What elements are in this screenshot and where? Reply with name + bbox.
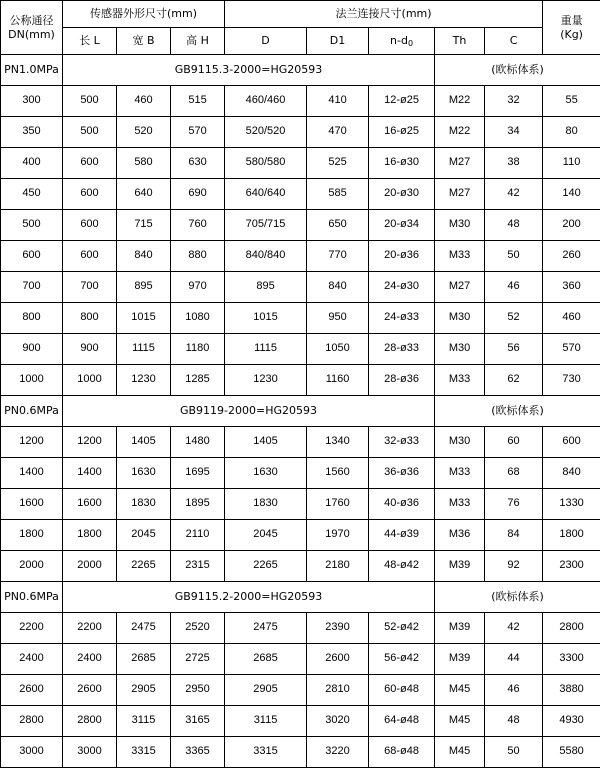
header-flange-holes-sub: 0 xyxy=(408,39,413,48)
table-cell: 2600 xyxy=(63,675,117,706)
table-cell: 140 xyxy=(543,179,600,210)
table-cell: 1200 xyxy=(63,427,117,458)
table-cell: 44 xyxy=(485,644,543,675)
table-cell: 3300 xyxy=(543,644,600,675)
table-cell: 56-ø42 xyxy=(369,644,435,675)
table-cell: 500 xyxy=(1,210,63,241)
table-cell: 460 xyxy=(117,86,171,117)
table-cell: 3115 xyxy=(117,706,171,737)
table-cell: 42 xyxy=(485,613,543,644)
table-cell: 48 xyxy=(485,706,543,737)
table-cell: M30 xyxy=(435,334,485,365)
table-cell: 470 xyxy=(307,117,369,148)
table-cell: 1800 xyxy=(543,520,600,551)
table-cell: 360 xyxy=(543,272,600,303)
table-cell: 3315 xyxy=(225,737,307,768)
table-cell: M30 xyxy=(435,303,485,334)
table-cell: 950 xyxy=(307,303,369,334)
table-cell: M39 xyxy=(435,551,485,582)
table-cell: 1400 xyxy=(1,458,63,489)
table-cell: 24-ø30 xyxy=(369,272,435,303)
table-cell: 1015 xyxy=(225,303,307,334)
table-cell: 46 xyxy=(485,675,543,706)
table-cell: 3220 xyxy=(307,737,369,768)
table-row xyxy=(1,427,600,458)
table-cell: 600 xyxy=(63,148,117,179)
table-cell: M30 xyxy=(435,210,485,241)
table-cell: 2905 xyxy=(117,675,171,706)
table-cell: 600 xyxy=(543,427,600,458)
table-cell: 1080 xyxy=(171,303,225,334)
table-cell: 840/840 xyxy=(225,241,307,272)
table-row xyxy=(1,148,600,179)
table-cell: 300 xyxy=(1,86,63,117)
table-cell: 2200 xyxy=(63,613,117,644)
table-cell: 2725 xyxy=(171,644,225,675)
table-cell: 52-ø42 xyxy=(369,613,435,644)
table-cell: M33 xyxy=(435,458,485,489)
table-cell: 48 xyxy=(485,210,543,241)
table-cell: 1405 xyxy=(117,427,171,458)
table-cell: 2045 xyxy=(225,520,307,551)
table-cell: 2390 xyxy=(307,613,369,644)
table-cell: 1180 xyxy=(171,334,225,365)
table-row xyxy=(1,86,600,117)
header-weight xyxy=(543,1,600,55)
table-cell: 705/715 xyxy=(225,210,307,241)
table-cell: 3000 xyxy=(63,737,117,768)
table-cell: 450 xyxy=(1,179,63,210)
table-cell: 840 xyxy=(543,458,600,489)
table-cell: 2800 xyxy=(543,613,600,644)
table-cell: 2000 xyxy=(63,551,117,582)
table-cell: 3000 xyxy=(1,737,63,768)
table-cell: 24-ø33 xyxy=(369,303,435,334)
table-cell: 2905 xyxy=(225,675,307,706)
table-cell: 460/460 xyxy=(225,86,307,117)
table-cell: 2685 xyxy=(117,644,171,675)
table-row xyxy=(1,613,600,644)
table-cell: 5580 xyxy=(543,737,600,768)
table-cell: 55 xyxy=(543,86,600,117)
table-row xyxy=(1,365,600,396)
table-cell: 1630 xyxy=(225,458,307,489)
table-cell: 4930 xyxy=(543,706,600,737)
header-flange-th: Th xyxy=(435,28,485,55)
table-cell: 1230 xyxy=(117,365,171,396)
table-cell: 770 xyxy=(307,241,369,272)
table-cell: 36-ø36 xyxy=(369,458,435,489)
table-cell: 970 xyxy=(171,272,225,303)
table-cell: 650 xyxy=(307,210,369,241)
table-cell: 570 xyxy=(543,334,600,365)
table-cell: 64-ø48 xyxy=(369,706,435,737)
header-flange-d: D xyxy=(225,28,307,55)
table-cell: 520 xyxy=(117,117,171,148)
table-cell: M22 xyxy=(435,86,485,117)
table-cell: 32-ø33 xyxy=(369,427,435,458)
table-cell: 600 xyxy=(1,241,63,272)
table-cell: 350 xyxy=(1,117,63,148)
table-cell: 38 xyxy=(485,148,543,179)
table-cell: 50 xyxy=(485,241,543,272)
table-cell: 525 xyxy=(307,148,369,179)
table-cell: 2475 xyxy=(117,613,171,644)
table-cell: 2800 xyxy=(1,706,63,737)
section-pressure-rating: PN0.6MPa xyxy=(1,396,63,427)
table-cell: 260 xyxy=(543,241,600,272)
table-cell: 12-ø25 xyxy=(369,86,435,117)
table-cell: 1405 xyxy=(225,427,307,458)
header-length: 长 L xyxy=(63,28,117,55)
table-cell: 2045 xyxy=(117,520,171,551)
table-cell: 1050 xyxy=(307,334,369,365)
table-cell: 2600 xyxy=(1,675,63,706)
table-cell: 3315 xyxy=(117,737,171,768)
table-cell: 410 xyxy=(307,86,369,117)
table-cell: 630 xyxy=(171,148,225,179)
table-cell: 1830 xyxy=(117,489,171,520)
table-cell: 68 xyxy=(485,458,543,489)
table-cell: 1340 xyxy=(307,427,369,458)
table-row xyxy=(1,551,600,582)
table-cell: 1000 xyxy=(63,365,117,396)
table-row xyxy=(1,520,600,551)
table-cell: 80 xyxy=(543,117,600,148)
table-cell: M36 xyxy=(435,520,485,551)
section-header-row xyxy=(1,396,600,427)
table-row xyxy=(1,458,600,489)
table-cell: 46 xyxy=(485,272,543,303)
table-cell: 110 xyxy=(543,148,600,179)
table-cell: M22 xyxy=(435,117,485,148)
table-cell: 1015 xyxy=(117,303,171,334)
table-cell: M33 xyxy=(435,489,485,520)
table-cell: 2000 xyxy=(1,551,63,582)
table-cell: 1285 xyxy=(171,365,225,396)
table-cell: 1600 xyxy=(1,489,63,520)
table-cell: 56 xyxy=(485,334,543,365)
section-standard: GB9115.3-2000=HG20593 xyxy=(63,55,435,86)
table-cell: 2200 xyxy=(1,613,63,644)
table-row xyxy=(1,272,600,303)
header-body-size-group: 传感器外形尺寸(mm) xyxy=(63,1,225,28)
section-note: (欧标体系) xyxy=(435,396,600,427)
header-flange-holes xyxy=(369,28,435,55)
table-cell: 2810 xyxy=(307,675,369,706)
table-cell: 570 xyxy=(171,117,225,148)
table-cell: 1200 xyxy=(1,427,63,458)
table-cell: 84 xyxy=(485,520,543,551)
table-cell: 1230 xyxy=(225,365,307,396)
section-pressure-rating: PN0.6MPa xyxy=(1,582,63,613)
table-cell: 3115 xyxy=(225,706,307,737)
header-weight-unit: (Kg) xyxy=(543,28,600,41)
table-row xyxy=(1,117,600,148)
table-cell: 460 xyxy=(543,303,600,334)
table-cell: 700 xyxy=(1,272,63,303)
table-cell: M45 xyxy=(435,737,485,768)
table-cell: M39 xyxy=(435,644,485,675)
table-cell: 3880 xyxy=(543,675,600,706)
table-cell: M27 xyxy=(435,179,485,210)
table-cell: 34 xyxy=(485,117,543,148)
table-cell: 895 xyxy=(225,272,307,303)
table-row xyxy=(1,241,600,272)
table-cell: M33 xyxy=(435,241,485,272)
table-cell: 52 xyxy=(485,303,543,334)
header-height: 高 H xyxy=(171,28,225,55)
table-cell: 32 xyxy=(485,86,543,117)
table-cell: 1000 xyxy=(1,365,63,396)
table-cell: 3020 xyxy=(307,706,369,737)
section-note: (欧标体系) xyxy=(435,55,600,86)
table-cell: 76 xyxy=(485,489,543,520)
table-cell: 1970 xyxy=(307,520,369,551)
table-cell: 840 xyxy=(307,272,369,303)
table-cell: 1695 xyxy=(171,458,225,489)
header-weight-label: 重量 xyxy=(543,14,600,27)
table-cell: M27 xyxy=(435,272,485,303)
table-row xyxy=(1,644,600,675)
table-cell: 2265 xyxy=(117,551,171,582)
section-standard: GB9115.2-2000=HG20593 xyxy=(63,582,435,613)
table-row xyxy=(1,737,600,768)
table-cell: 20-ø30 xyxy=(369,179,435,210)
table-cell: 600 xyxy=(63,210,117,241)
table-cell: 48-ø42 xyxy=(369,551,435,582)
table-cell: 690 xyxy=(171,179,225,210)
table-cell: 2685 xyxy=(225,644,307,675)
table-cell: 40-ø36 xyxy=(369,489,435,520)
table-cell: 640 xyxy=(117,179,171,210)
table-cell: 28-ø33 xyxy=(369,334,435,365)
section-pressure-rating: PN1.0MPa xyxy=(1,55,63,86)
table-cell: 2475 xyxy=(225,613,307,644)
header-dn-unit: DN(mm) xyxy=(1,28,62,41)
table-cell: 200 xyxy=(543,210,600,241)
table-row xyxy=(1,334,600,365)
table-cell: 1760 xyxy=(307,489,369,520)
table-cell: 2300 xyxy=(543,551,600,582)
table-cell: 2600 xyxy=(307,644,369,675)
table-cell: 92 xyxy=(485,551,543,582)
table-cell: 400 xyxy=(1,148,63,179)
table-cell: 500 xyxy=(63,86,117,117)
table-cell: 28-ø36 xyxy=(369,365,435,396)
header-dn-label: 公称通径 xyxy=(1,14,62,27)
table-cell: 600 xyxy=(63,179,117,210)
table-cell: 840 xyxy=(117,241,171,272)
table-cell: 3365 xyxy=(171,737,225,768)
table-cell: 16-ø30 xyxy=(369,148,435,179)
table-cell: 880 xyxy=(171,241,225,272)
table-cell: M33 xyxy=(435,365,485,396)
table-cell: 2400 xyxy=(1,644,63,675)
table-cell: 2400 xyxy=(63,644,117,675)
table-cell: 16-ø25 xyxy=(369,117,435,148)
table-cell: 1630 xyxy=(117,458,171,489)
table-header-sub-row xyxy=(1,28,600,55)
table-cell: 3165 xyxy=(171,706,225,737)
table-cell: 1830 xyxy=(225,489,307,520)
table-row xyxy=(1,303,600,334)
table-cell: 2110 xyxy=(171,520,225,551)
table-cell: 640/640 xyxy=(225,179,307,210)
table-cell: 2180 xyxy=(307,551,369,582)
table-cell: M45 xyxy=(435,706,485,737)
section-header-row xyxy=(1,55,600,86)
table-row xyxy=(1,489,600,520)
table-row xyxy=(1,210,600,241)
table-cell: 2315 xyxy=(171,551,225,582)
table-cell: 2800 xyxy=(63,706,117,737)
table-cell: 1160 xyxy=(307,365,369,396)
table-row xyxy=(1,675,600,706)
table-cell: M39 xyxy=(435,613,485,644)
table-cell: 585 xyxy=(307,179,369,210)
header-flange-group: 法兰连接尺寸(mm) xyxy=(225,1,543,28)
table-cell: 2265 xyxy=(225,551,307,582)
table-cell: 1560 xyxy=(307,458,369,489)
table-cell: 62 xyxy=(485,365,543,396)
table-cell: 515 xyxy=(171,86,225,117)
table-row xyxy=(1,179,600,210)
table-cell: 500 xyxy=(63,117,117,148)
table-cell: 800 xyxy=(1,303,63,334)
table-cell: 580/580 xyxy=(225,148,307,179)
table-cell: 760 xyxy=(171,210,225,241)
table-cell: 68-ø48 xyxy=(369,737,435,768)
table-cell: 42 xyxy=(485,179,543,210)
table-cell: 2520 xyxy=(171,613,225,644)
table-cell: 1330 xyxy=(543,489,600,520)
table-cell: 700 xyxy=(63,272,117,303)
table-cell: 1115 xyxy=(225,334,307,365)
table-cell: 895 xyxy=(117,272,171,303)
table-cell: 44-ø39 xyxy=(369,520,435,551)
table-header-top-row xyxy=(1,1,600,28)
table-row xyxy=(1,706,600,737)
table-cell: 2950 xyxy=(171,675,225,706)
table-cell: 60-ø48 xyxy=(369,675,435,706)
table-cell: 1480 xyxy=(171,427,225,458)
header-dn xyxy=(1,1,63,55)
table-cell: 1800 xyxy=(63,520,117,551)
section-note: (欧标体系) xyxy=(435,582,600,613)
table-cell: 600 xyxy=(63,241,117,272)
table-cell: M30 xyxy=(435,427,485,458)
table-cell: 1600 xyxy=(63,489,117,520)
table-cell: M45 xyxy=(435,675,485,706)
table-cell: 730 xyxy=(543,365,600,396)
header-flange-d1: D1 xyxy=(307,28,369,55)
table-cell: 715 xyxy=(117,210,171,241)
table-cell: 800 xyxy=(63,303,117,334)
header-flange-holes-text: n-d xyxy=(390,34,408,47)
table-cell: 900 xyxy=(63,334,117,365)
table-cell: 900 xyxy=(1,334,63,365)
table-cell: 1895 xyxy=(171,489,225,520)
header-width: 宽 B xyxy=(117,28,171,55)
table-cell: 1115 xyxy=(117,334,171,365)
table-cell: M27 xyxy=(435,148,485,179)
section-standard: GB9119-2000=HG20593 xyxy=(63,396,435,427)
table-cell: 520/520 xyxy=(225,117,307,148)
table-cell: 20-ø34 xyxy=(369,210,435,241)
table-cell: 1800 xyxy=(1,520,63,551)
table-cell: 580 xyxy=(117,148,171,179)
table-cell: 50 xyxy=(485,737,543,768)
section-header-row xyxy=(1,582,600,613)
table-cell: 60 xyxy=(485,427,543,458)
header-flange-c: C xyxy=(485,28,543,55)
table-cell: 20-ø36 xyxy=(369,241,435,272)
table-cell: 1400 xyxy=(63,458,117,489)
